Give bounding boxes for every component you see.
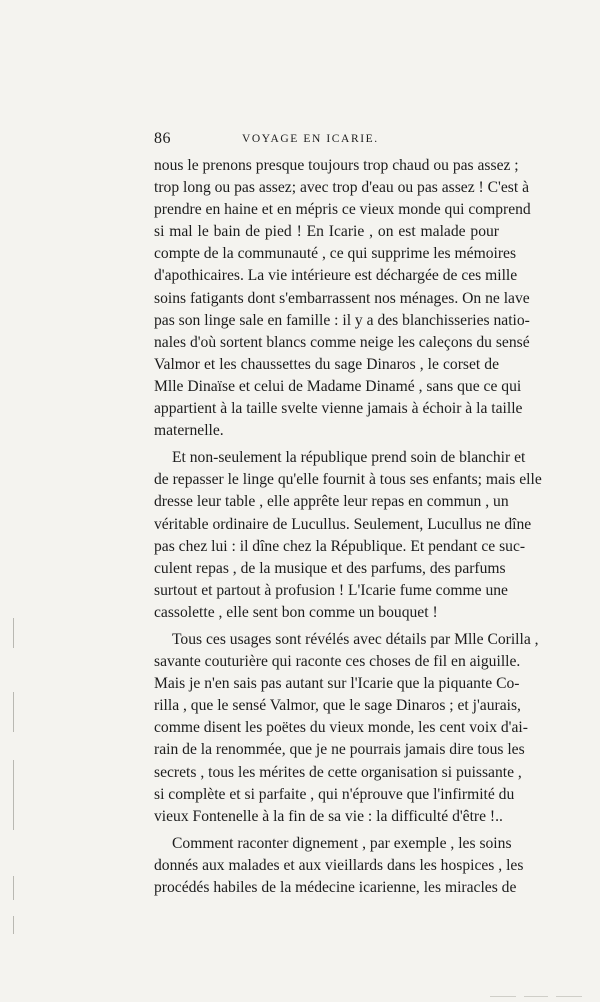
margin-mark — [13, 692, 14, 732]
body-text — [154, 155, 542, 899]
text-line: pas chez lui : il dîne chez la République. Et pendant ce suc- — [154, 537, 526, 555]
text-line: Valmor et les chaussettes du sage Dinaros , le corset de — [154, 355, 499, 373]
paragraph — [154, 155, 531, 442]
running-head: VOYAGE EN ICARIE. — [242, 133, 379, 145]
text-line: savante couturière qui raconte ces choses de fil en aiguille. — [154, 653, 521, 671]
text-line: rain de la renommée, que je ne pourrais jamais dire tous les — [154, 741, 525, 759]
text-line: secrets , tous les mérites de cette organisation si puissante , — [154, 763, 522, 781]
bottom-rule — [524, 996, 548, 997]
left-margin-binding-marks — [0, 0, 30, 1002]
page-header — [154, 130, 454, 152]
text-line: comme disent les poëtes du vieux monde, les cent voix d'ai- — [154, 719, 528, 737]
margin-mark — [13, 618, 14, 648]
text-line: véritable ordinaire de Lucullus. Seulement, Lucullus ne dîne — [154, 515, 532, 533]
bottom-rule — [556, 996, 582, 997]
text-line: de repasser le linge qu'elle fournit à tous ses enfants; mais elle — [154, 471, 542, 489]
text-line: donnés aux malades et aux vieillards dans les hospices , les — [154, 856, 524, 874]
margin-mark — [13, 916, 14, 934]
text-line: soins fatigants dont s'embarrassent nos ménages. On ne lave — [154, 289, 530, 307]
text-line: nales d'où sortent blancs comme neige les caleçons du sensé — [154, 333, 530, 351]
text-line: pas son linge sale en famille : il y a des blanchisseries natio- — [154, 311, 530, 329]
text-line: surtout et partout à profusion ! L'Icarie fume comme une — [154, 581, 508, 599]
text-line: d'apothicaires. La vie intérieure est déchargée de ces mille — [154, 267, 518, 285]
bottom-rule — [490, 996, 516, 997]
text-line: Comment raconter dignement , par exemple , les soins — [172, 834, 512, 852]
text-line: cassolette , elle sent bon comme un bouquet ! — [154, 603, 438, 621]
text-line: si complète et si parfaite , qui n'éprouve que l'infirmité du — [154, 785, 515, 803]
text-line: compte de la communauté , ce qui supprime les mémoires — [154, 245, 517, 263]
text-line: appartient à la taille svelte vienne jamais à échoir à la taille — [154, 400, 523, 418]
text-line: prendre en haine et en mépris ce vieux monde qui comprend — [154, 201, 531, 219]
paragraph — [154, 629, 539, 828]
text-line: Tous ces usages sont révélés avec détails par Mlle Corilla , — [172, 630, 539, 648]
text-line: dresse leur table , elle apprête leur repas en commun , un — [154, 493, 509, 511]
margin-mark — [13, 876, 14, 900]
text-line: procédés habiles de la médecine icarienne, les miracles de — [154, 879, 517, 896]
text-line: si mal le bain de pied ! En Icarie , on est malade pour — [154, 223, 499, 241]
text-line: culent repas , de la musique et des parfums, des parfums — [154, 559, 506, 577]
text-line: trop long ou pas assez; avec trop d'eau ou pas assez ! C'est à — [154, 179, 529, 197]
margin-mark — [13, 760, 14, 830]
page-number: 86 — [154, 130, 171, 147]
paragraph — [154, 447, 542, 624]
text-line: vieux Fontenelle à la fin de sa vie : la difficulté d'être !.. — [154, 807, 503, 825]
text-line: Mais je n'en sais pas autant sur l'Icarie que la piquante Co- — [154, 675, 520, 693]
paragraph — [154, 833, 524, 899]
text-line: nous le prenons presque toujours trop chaud ou pas assez ; — [154, 157, 519, 174]
text-line: Mlle Dinaïse et celui de Madame Dinamé , sans que ce qui — [154, 377, 522, 395]
text-line: maternelle. — [154, 422, 224, 440]
text-line: rilla , que le sensé Valmor, que le sage Dinaros ; et j'aurais, — [154, 697, 521, 715]
text-line: Et non-seulement la république prend soin de blanchir et — [172, 449, 526, 467]
